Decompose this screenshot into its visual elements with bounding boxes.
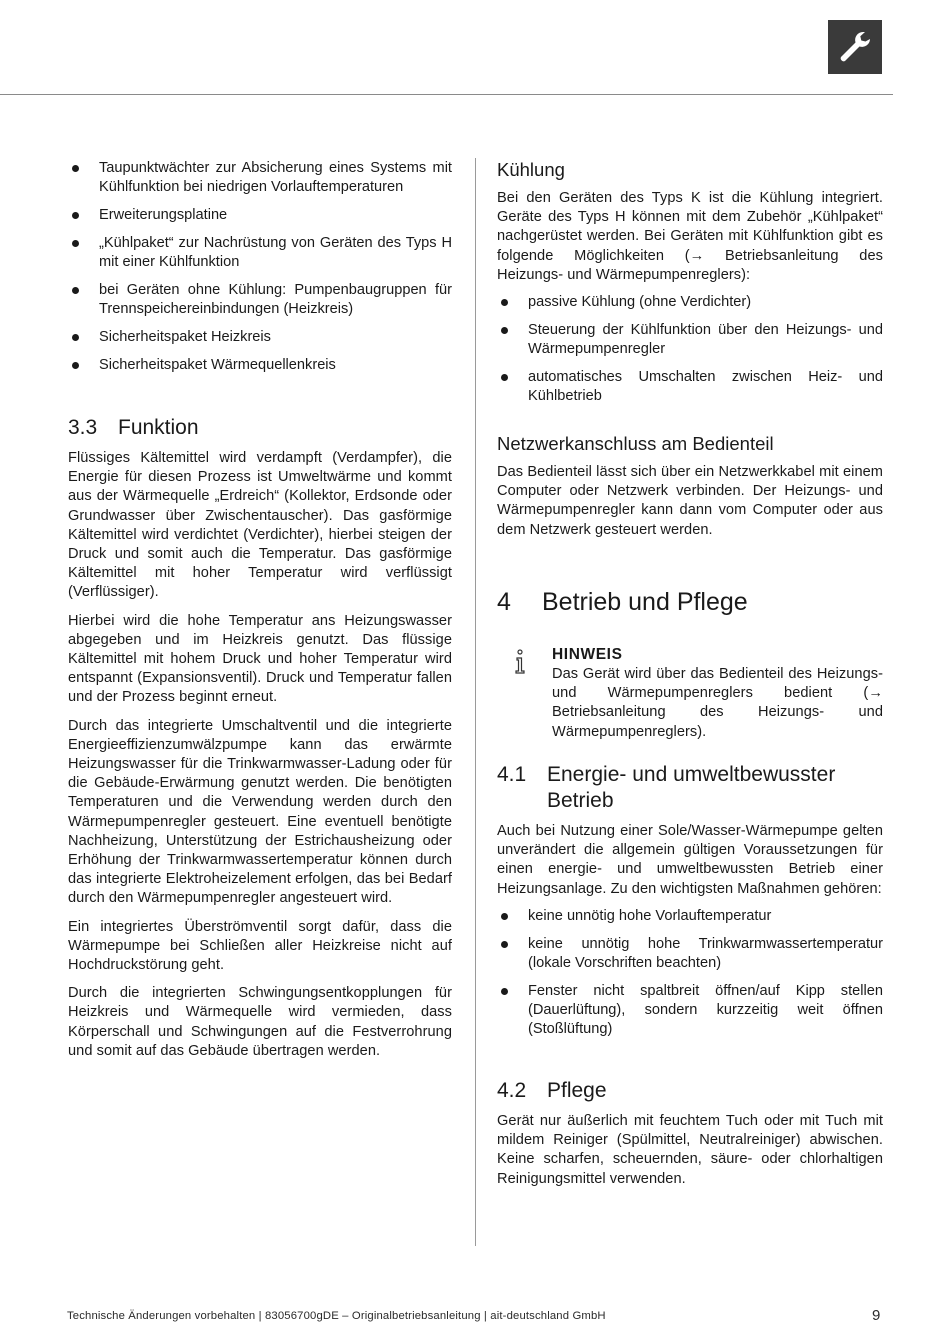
- accessory-list: [68, 159, 452, 375]
- list-item-text: Taupunktwächter zur Absicherung eines Systems mit Kühlfunktion bei niedrigen Vorlauftemperaturen: [99, 160, 452, 196]
- list-item: [68, 281, 452, 319]
- paragraph: Durch das integrierte Umschaltventil und die integrierte Energieeffizienzumwälzpumpe kann das erwärmte Heizungswasser für die Trinkwarmwasser-Ladung oder für die Gebäude-Erwärmung genutzt werden. Die benötigten Temperaturen und die Verwendung werden durch den Wärmepumpenregler gesteuert. Eine eventuell benötigte Nachheizung, Unterstützung der Estrichausheizung oder Erhöhung der Trinkwarmwassertemperatur können durch das integrierte Elektroheizelement erfolgen, das bei Bedarf durch den Wärmepumpenregler angesteuert wird.: [68, 717, 452, 907]
- section-number: 3.3: [68, 416, 98, 439]
- bullet-icon: [501, 988, 508, 995]
- section-number: 4.1: [497, 763, 527, 786]
- bullet-icon: [501, 299, 508, 306]
- section-3-3-body: [68, 449, 452, 1061]
- paragraph: Bei den Geräten des Typs K ist die Kühlung integriert. Geräte des Typs H können mit dem Zubehör „Kühlpaket“ nachgerüstet werden. Bei Geräten mit Kühlfunktion gibt es folgende Möglichkeiten (→ Betriebsanleitung des Heizungs- und Wärmepumpenreglers):: [497, 190, 883, 283]
- bullet-icon: [501, 913, 508, 920]
- cooling-list: [497, 293, 883, 406]
- measures-list: [497, 907, 883, 1039]
- page-number: 9: [872, 1307, 881, 1324]
- section-title: Funktion: [118, 416, 199, 439]
- header-rule: [0, 94, 893, 95]
- paragraph: Gerät nur äußerlich mit feuchtem Tuch oder mit Tuch mit mildem Reiniger (Spülmittel, Neutralreiniger) abwischen. Keine scharfen, scheuernden, säure- oder chlorhaltigen Reinigungsmittel verwenden.: [497, 1113, 883, 1187]
- bullet-icon: [501, 327, 508, 334]
- paragraph: Das Bedienteil lässt sich über ein Netzwerkkabel mit einem Computer oder Netzwerk verbinden. Der Heizungs- und Wärmepumpenregler kann dann vom Computer oder aus dem Netzwerk gesteuert werden.: [497, 464, 883, 538]
- list-item: [497, 907, 883, 926]
- bullet-icon: [72, 165, 79, 172]
- list-item: [68, 328, 452, 347]
- list-item: [497, 982, 883, 1040]
- note-box: [497, 645, 883, 742]
- list-item-text: keine unnötig hohe Vorlauftemperatur: [528, 907, 772, 924]
- bullet-icon: [72, 212, 79, 219]
- wrench-icon: [828, 20, 882, 74]
- column-divider: [475, 158, 476, 1246]
- bullet-icon: [72, 362, 79, 369]
- chapter-4-heading: [497, 587, 883, 617]
- network-section: [497, 433, 883, 540]
- list-item-text: Sicherheitspaket Wärmequellenkreis: [99, 356, 336, 373]
- section-number: 4.2: [497, 1079, 527, 1102]
- list-item: [497, 368, 883, 406]
- list-item: [497, 321, 883, 359]
- section-4-1-heading: [497, 762, 883, 814]
- list-item-text: keine unnötig hohe Trinkwarmwassertemperatur (lokale Vorschriften beachten): [528, 935, 883, 971]
- bullet-icon: [72, 240, 79, 247]
- chapter-title: Betrieb und Pflege: [542, 588, 748, 616]
- cooling-section: [497, 159, 883, 415]
- list-item: [68, 206, 452, 225]
- list-item-text: automatisches Umschalten zwischen Heiz- und Kühlbetrieb: [528, 368, 883, 405]
- bullet-icon: [501, 941, 508, 948]
- list-item-text: bei Geräten ohne Kühlung: Pumpenbaugruppen für Trennspeichereinbindungen (Heizkreis): [99, 281, 452, 317]
- bullet-icon: [72, 334, 79, 341]
- list-item-text: „Kühlpaket“ zur Nachrüstung von Geräten des Typs H mit einer Kühlfunktion: [99, 234, 452, 270]
- bullet-icon: [501, 374, 508, 381]
- subsection-title: Netzwerkanschluss am Bedienteil: [497, 433, 774, 454]
- paragraph: Auch bei Nutzung einer Sole/Wasser-Wärmepumpe gelten unverändert die allgemein gültigen Voraussetzungen für einen energie- und umweltbewussten Betrieb einer Heizungsanlage. Zu den wichtigsten Maßnahmen gehören:: [497, 823, 883, 897]
- section-3-3-heading: [68, 415, 452, 441]
- list-item: [497, 935, 883, 973]
- section-title: Energie- und umweltbewusster Betrieb: [547, 763, 836, 812]
- list-item-text: passive Kühlung (ohne Verdichter): [528, 294, 752, 311]
- note-title: HINWEIS: [552, 646, 623, 663]
- list-item: [68, 234, 452, 272]
- list-item-text: Erweiterungsplatine: [99, 207, 228, 223]
- section-4-2-body: [497, 1112, 883, 1189]
- paragraph: Durch die integrierten Schwingungsentkopplungen für Heizkreis und Wärmequelle wird vermieden, dass Körperschall und Schwingungen auf die Festverrohrung und somit auf das Gebäude übertragen werden.: [68, 985, 452, 1059]
- list-item-text: Steuerung der Kühlfunktion über den Heizungs- und Wärmepumpenregler: [528, 321, 883, 358]
- note-text: Das Gerät wird über das Bedienteil des Heizungs- und Wärmepumpenreglers bedient (→ Betriebsanleitung des Heizungs- und Wärmepumpenreglers).: [552, 666, 883, 740]
- paragraph: Flüssiges Kältemittel wird verdampft (Verdampfer), die Energie für diesen Prozess ist Umweltwärme und kommt aus der Wärmequelle „Erdreich“ (Kollektor, Erdsonde oder Grundwasser über Zwischentauscher). Das gasförmige Kältemittel wird verdichtet (Verdichter), hierbei steigen der Druck und somit auch die Temperatur. Das gasförmige Kältemittel mit hoher Temperatur wird verflüssigt (Verflüssiger).: [68, 450, 452, 601]
- chapter-number: 4: [497, 588, 511, 616]
- accessory-list-block: [68, 159, 452, 383]
- paragraph: Hierbei wird die hohe Temperatur ans Heizungswasser abgegeben und im Heizkreis genutzt. Das flüssige Kältemittel mit hohem Druck und hoher Temperatur wird entspannt (Expansionsventil). Druck und Temperatur fallen und der Prozess beginnt erneut.: [68, 612, 452, 706]
- section-4-2-heading: [497, 1078, 883, 1104]
- info-icon: [513, 649, 527, 675]
- list-item: [497, 293, 883, 312]
- list-item: [68, 159, 452, 197]
- paragraph: Ein integriertes Überströmventil sorgt dafür, dass die Wärmepumpe bei Schließen aller Heizkreise nicht auf Hochdruckstörung geht.: [68, 918, 452, 974]
- footer-text: Technische Änderungen vorbehalten | 83056700gDE – Originalbetriebsanleitung | ait-deutschland GmbH: [67, 1310, 606, 1322]
- section-4-1-body: [497, 822, 883, 1048]
- subsection-title: Kühlung: [497, 159, 565, 180]
- bullet-icon: [72, 287, 79, 294]
- list-item-text: Fenster nicht spaltbreit öffnen/auf Kipp stellen (Dauerlüftung), sondern kurzzeitig weit öffnen (Stoßlüftung): [528, 982, 883, 1038]
- section-title: Pflege: [547, 1079, 607, 1102]
- list-item-text: Sicherheitspaket Heizkreis: [99, 328, 271, 345]
- list-item: [68, 356, 452, 375]
